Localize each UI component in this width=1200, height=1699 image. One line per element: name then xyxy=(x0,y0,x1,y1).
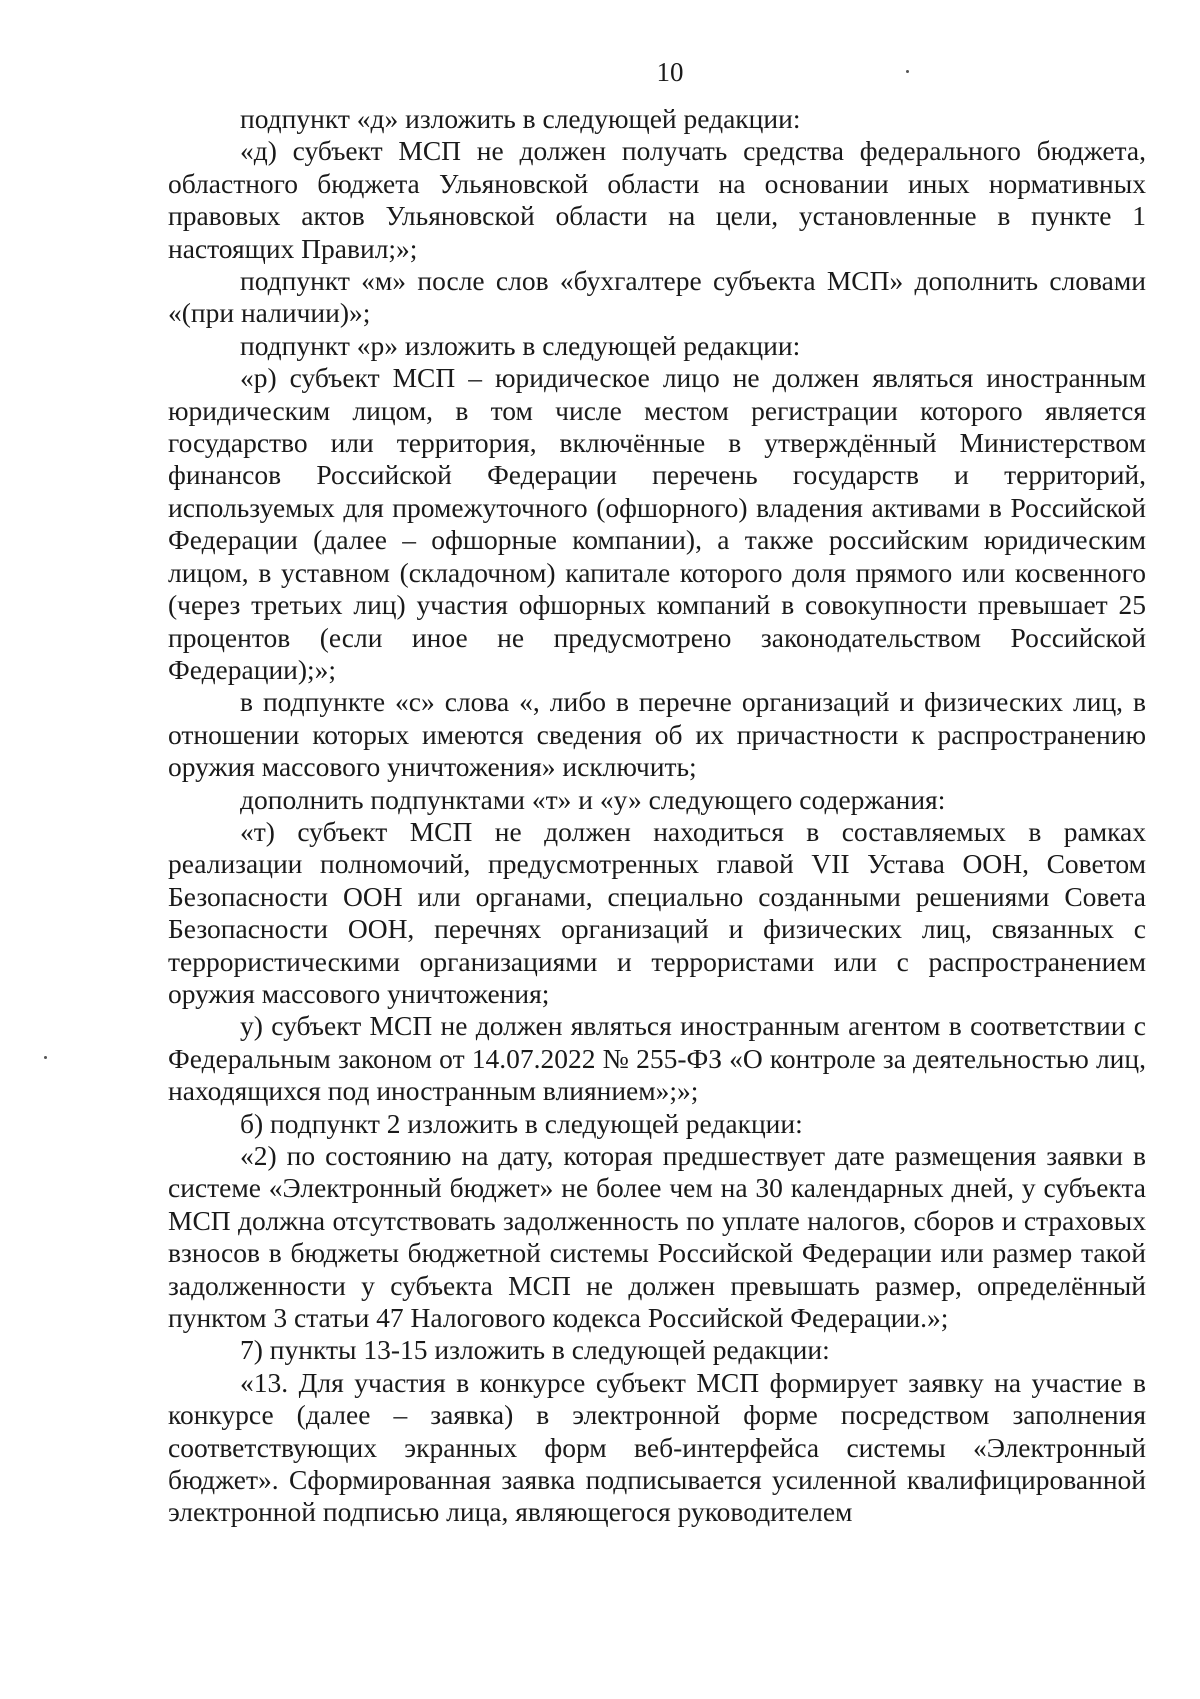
paragraph: «д) субъект МСП не должен получать средства федерального бюджета, областного бюджета Ульяновской области на основании иных нормативных правовых актов Ульяновской области на цели, установленные в пункте 1 настоящих Правил;»; xyxy=(168,135,1146,264)
paragraph: «р) субъект МСП – юридическое лицо не должен являться иностранным юридическим лицом, в том числе местом регистрации которого является государство или территория, включённые в утверждённый Министерством финансов Российской Федерации перечень государств и территорий, используемых для промежуточного (офшорного) владения активами в Российской Федерации (далее – офшорные компании), а также российским юридическим лицом, в уставном (складочном) капитале которого доля прямого или косвенного (через третьих лиц) участия офшорных компаний в совокупности превышает 25 процентов (если иное не предусмотрено законодательством Российской Федерации);»; xyxy=(168,362,1146,685)
scan-speck xyxy=(44,1056,47,1059)
paragraph: дополнить подпунктами «т» и «у» следующего содержания: xyxy=(240,783,946,815)
document-body xyxy=(168,103,1146,1529)
paragraph: подпункт «р» изложить в следующей редакции: xyxy=(240,329,801,361)
paragraph: б) подпункт 2 изложить в следующей редакции: xyxy=(240,1107,803,1139)
paragraph: «2) по состоянию на дату, которая предшествует дате размещения заявки в системе «Электронный бюджет» не более чем на 30 календарных дней, у субъекта МСП должна отсутствовать задолженность по уплате налогов, сборов и страховых взносов в бюджеты бюджетной системы Российской Федерации или размер такой задолженности у субъекта МСП не должен превышать размер, определённый пунктом 3 статьи 47 Налогового кодекса Российской Федерации.»; xyxy=(168,1140,1146,1334)
paragraph: подпункт «д» изложить в следующей редакции: xyxy=(240,103,801,134)
page-number: 10 xyxy=(656,57,684,87)
paragraph: «т) субъект МСП не должен находиться в составляемых в рамках реализации полномочий, предусмотренных главой VII Устава ООН, Советом Безопасности ООН или органами, специально созданными решениями Совета Безопасности ООН, перечнях организаций и физических лиц, связанных с террористическими организациями и террористами или с распространением оружия массового уничтожения; xyxy=(168,815,1146,1009)
paragraph: «13. Для участия в конкурсе субъект МСП формирует заявку на участие в конкурсе (далее – заявка) в электронной форме посредством заполнения соответствующих экранных форм веб-интерфейса системы «Электронный бюджет». Сформированная заявка подписывается усиленной квалифицированной электронной подписью лица, являющегося руководителем xyxy=(168,1366,1146,1528)
paragraph: 7) пункты 13-15 изложить в следующей редакции: xyxy=(240,1334,830,1366)
paragraph: у) субъект МСП не должен являться иностранным агентом в соответствии с Федеральным законом от 14.07.2022 № 255-ФЗ «О контроле за деятельностью лиц, находящихся под иностранным влиянием»;»; xyxy=(168,1010,1146,1107)
scan-speck xyxy=(906,70,909,73)
paragraph: в подпункте «с» слова «, либо в перечне организаций и физических лиц, в отношении которых имеются сведения об их причастности к распространению оружия массового уничтожения» исключить; xyxy=(168,686,1146,783)
paragraph: подпункт «м» после слов «бухгалтере субъекта МСП» дополнить словами «(при наличии)»; xyxy=(168,265,1146,329)
